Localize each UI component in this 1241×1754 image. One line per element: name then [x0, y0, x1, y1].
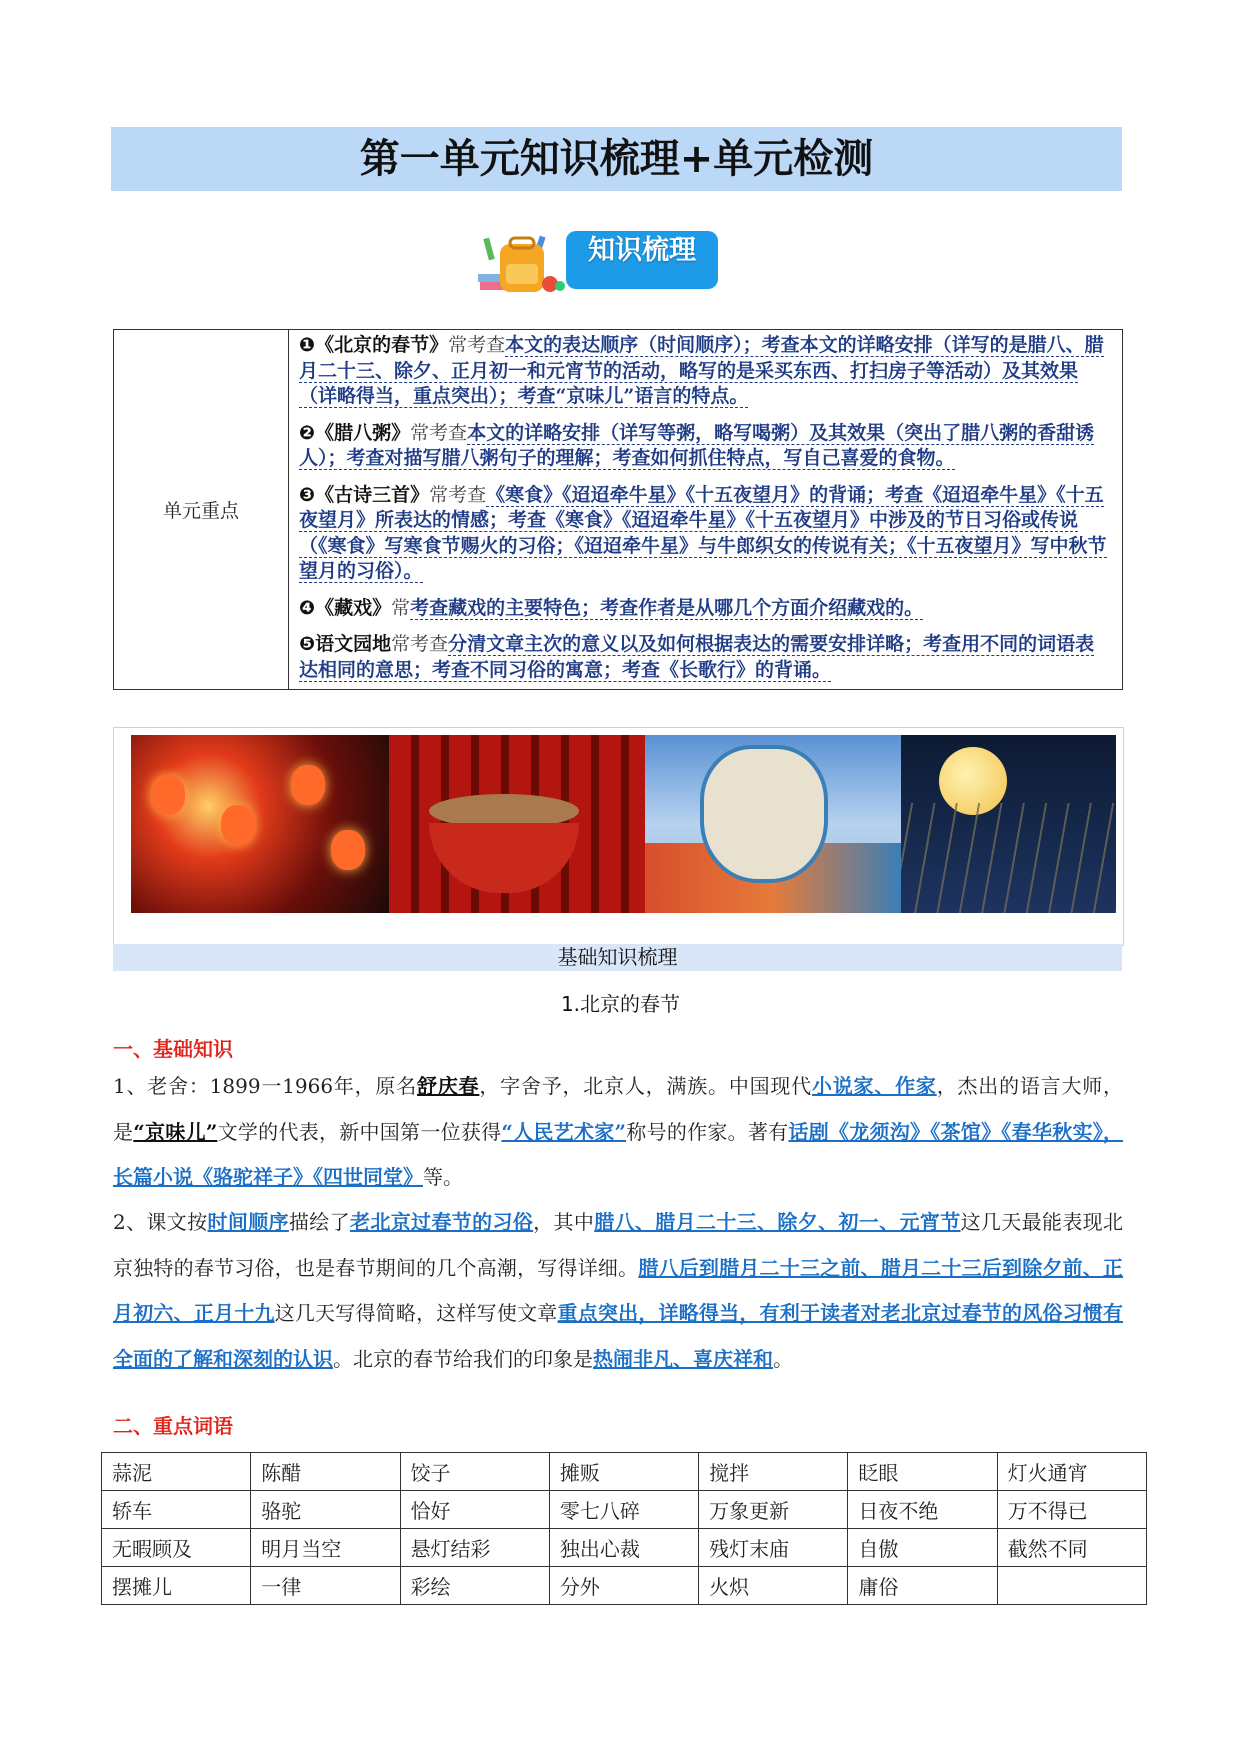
key-term: 舒庆春 [416, 1074, 480, 1098]
table-row [102, 1453, 1147, 1491]
paragraph-author: 1、老舍：1899一1966年，原名舒庆春，字舍予，北京人，满族。中国现代小说家、作家，杰出的语言大师，是“京味儿”文学的代表，新中国第一位获得“人民艺术家”称号的作家。著有话剧《龙须沟》《茶馆》《春华秋实》，长篇小说《骆驼祥子》《四世同堂》等。 [113, 1074, 1124, 1189]
unit-focus-table [113, 329, 1123, 690]
word-cell: 搅拌 [699, 1453, 848, 1491]
focus-item-title: ❸《古诗三首》 [299, 483, 430, 506]
focus-item [299, 333, 1112, 410]
focus-item-answer: 本文的详略安排（详写等粥，略写喝粥）及其效果（突出了腊八粥的香甜诱人）；考查对描写腊八粥句子的理解；考查如何抓住特点，写自己喜爱的食物。 [299, 421, 1095, 469]
key-term: 腊八后到腊月二十三之前、腊月二十三后到除夕前、正月初六、正月十九 [113, 1255, 1124, 1325]
focus-item-prefix: 常 [391, 596, 411, 619]
word-cell: 轿车 [102, 1491, 251, 1529]
word-cell: 自傲 [848, 1529, 997, 1567]
basic-knowledge-band: 基础知识梳理 [113, 944, 1122, 971]
key-term: 重点突出，详略得当，有利于读者对老北京过春节的风俗习惯有全面的了解和深刻的认识 [113, 1301, 1124, 1371]
key-term: “京味儿” [133, 1119, 218, 1144]
word-cell: 火炽 [699, 1567, 848, 1605]
word-cell: 一律 [251, 1567, 400, 1605]
focus-item-answer: 分清文章主次的意义以及如何根据表达的需要安排详略；考查用不同的词语表达相同的意思；考查不同习俗的寓意；考查《长歌行》的背诵。 [299, 633, 1095, 681]
section-badge [476, 228, 748, 296]
section-heading-basics: 一、基础知识 [113, 1037, 233, 1061]
key-term: 时间顺序 [207, 1210, 289, 1234]
word-cell: 蒜泥 [102, 1453, 251, 1491]
key-term: 话剧《龙须沟》《茶馆》《春华秋实》，长篇小说《骆驼祥子》《四世同堂》 [113, 1119, 1124, 1189]
word-cell: 残灯末庙 [699, 1529, 848, 1567]
focus-item-prefix: 常考查 [391, 633, 449, 655]
focus-item-answer: 本文的表达顺序（时间顺序）；考查本文的详略安排（详写的是腊八、腊月二十三、除夕、正月初一和元宵节的活动，略写的是采买东西、打扫房子等活动）及其效果（详略得当，重点突出）；考查“京味儿”语言的特点。 [299, 334, 1104, 407]
unit-focus-content [289, 330, 1123, 690]
word-cell: 悬灯结彩 [400, 1529, 549, 1567]
word-cell: 无暇顾及 [102, 1529, 251, 1567]
laba-porridge-photo [389, 735, 645, 913]
lesson-title: 1.北京的春节 [560, 992, 681, 1016]
focus-item [299, 632, 1112, 683]
table-row [102, 1491, 1147, 1529]
title-band [111, 127, 1122, 191]
focus-item-answer: 《寒食》《迢迢牵牛星》《十五夜望月》的背诵；考查《迢迢牵牛星》《十五夜望月》所表达的情感；考查《寒食》《迢迢牵牛星》《十五夜望月》中涉及的节日习俗或传说（《寒食》写寒食节赐火的习俗；《迢迢牵牛星》与牛郎织女的传说有关；《十五夜望月》写中秋节望月的习俗）。 [299, 483, 1107, 582]
key-term: 热闹非凡、喜庆祥和 [593, 1346, 773, 1371]
word-cell: 摆摊儿 [102, 1567, 251, 1605]
paragraph-structure: 2、课文按时间顺序描绘了老北京过春节的习俗，其中腊八、腊月二十三、除夕、初一、元宵节这几天最能表现北京独特的春节习俗，也是春节期间的几个高潮，写得详细。腊八后到腊月二十三之前、腊月二十三后到除夕前、正月初六、正月十九这几天写得简略，这样写使文章重点突出，详略得当，有利于读者对老北京过春节的风俗习惯有全面的了解和深刻的认识。北京的春节给我们的印象是热闹非凡、喜庆祥和。 [113, 1210, 1124, 1371]
word-cell: 截然不同 [997, 1529, 1146, 1567]
table-row [102, 1567, 1147, 1605]
word-cell: 骆驼 [251, 1491, 400, 1529]
unit-focus-label: 单元重点 [114, 330, 289, 690]
word-cell: 独出心裁 [549, 1529, 698, 1567]
key-term: 腊八、腊月二十三、除夕、初一、元宵节 [594, 1210, 961, 1234]
word-cell: 零七八碎 [549, 1491, 698, 1529]
table-row [102, 1529, 1147, 1567]
word-cell [997, 1567, 1146, 1605]
focus-item-answer: 考查藏戏的主要特色；考查作者是从哪几个方面介绍藏戏的。 [410, 596, 924, 619]
focus-item-title: ❶《北京的春节》 [299, 334, 449, 356]
word-cell: 分外 [549, 1567, 698, 1605]
focus-item-title: ❺语文园地 [299, 633, 392, 655]
word-cell: 眨眼 [848, 1453, 997, 1491]
word-cell: 恰好 [400, 1491, 549, 1529]
focus-item-prefix: 常考查 [429, 483, 487, 506]
key-term: “人民艺术家” [501, 1119, 627, 1144]
word-cell: 明月当空 [251, 1529, 400, 1567]
vocabulary-table [101, 1452, 1147, 1605]
word-cell: 摊贩 [549, 1453, 698, 1491]
school-bag-icon [476, 234, 568, 296]
photo-strip [113, 727, 1124, 946]
focus-item-title: ❷《腊八粥》 [299, 421, 411, 444]
section-badge-label: 知识梳理 [566, 231, 718, 289]
focus-item [299, 596, 1112, 622]
lantern-festival-photo [131, 735, 389, 913]
page-title: 第一单元知识梳理+单元检测 [359, 136, 874, 182]
tibetan-opera-mask-photo [645, 735, 901, 913]
word-cell: 万象更新 [699, 1491, 848, 1529]
word-cell: 灯火通宵 [997, 1453, 1146, 1491]
word-cell: 庸俗 [848, 1567, 997, 1605]
word-cell: 日夜不绝 [848, 1491, 997, 1529]
focus-item [299, 483, 1112, 585]
full-moon-photo [901, 735, 1116, 913]
focus-item [299, 421, 1112, 472]
focus-item-title: ❹《藏戏》 [299, 596, 392, 619]
word-cell: 陈醋 [251, 1453, 400, 1491]
focus-item-prefix: 常考查 [448, 334, 506, 356]
word-cell: 彩绘 [400, 1567, 549, 1605]
section-heading-vocab: 二、重点词语 [113, 1414, 233, 1438]
key-term: 小说家、作家 [811, 1074, 937, 1098]
focus-item-prefix: 常考查 [410, 421, 468, 444]
word-cell: 万不得已 [997, 1491, 1146, 1529]
key-term: 老北京过春节的习俗 [349, 1210, 534, 1234]
word-cell: 饺子 [400, 1453, 549, 1491]
